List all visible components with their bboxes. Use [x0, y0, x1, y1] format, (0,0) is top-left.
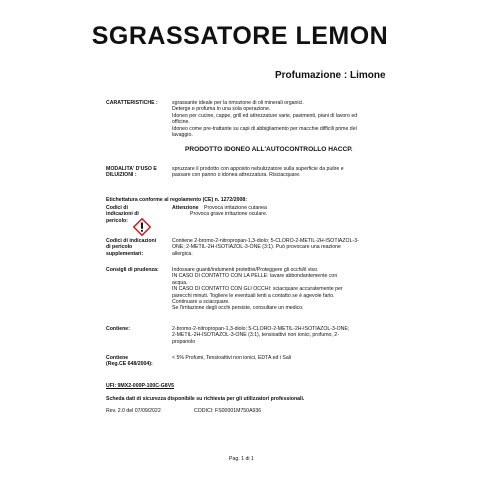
- contiene-reg-label-line: (Reg.CE 648/2004):: [106, 361, 153, 368]
- contiene-reg-label: [106, 355, 153, 368]
- caratteristiche-line: Deterge e profuma in una sola operazione.: [172, 106, 271, 113]
- haccp-note: PRODOTTO IDONEO ALL'AUTOCONTROLLO HACCP.: [185, 146, 353, 153]
- contiene-reg-label-line: Contiene: [106, 355, 129, 361]
- contiene-line: 2-bromo-2-nitropropan-1,3-diolo; 5-CLORO-2-METIL-2H-ISOTIAZOL-3-ONE;: [172, 326, 350, 332]
- modalita-label-line: DILUIZIONI :: [106, 172, 137, 179]
- consigli-text: [172, 267, 472, 312]
- contiene-line: propanolo: [172, 338, 196, 345]
- codici-supplementari-label-line: di pericolo: [106, 244, 133, 251]
- etichettatura-heading: Etichettatura conforme al regolamento (CE) n. 1272/2008:: [106, 197, 247, 203]
- contiene-reg-text: < 5% Profumi, Tensioattivi non ionici, EDTA ed i Sali: [172, 355, 292, 361]
- contiene-label: Contiene:: [106, 326, 130, 332]
- supplementari-line: ONE; 2-METIL-2H-ISOTIAZOL-3-ONE (3:1). Può provocare una reazione: [172, 244, 341, 251]
- consigli-line: Indossare guanti/indumenti protettivi/Proteggere gli occhi/il viso.: [172, 267, 319, 273]
- caratteristiche-line: officine.: [172, 119, 190, 126]
- caratteristiche-line: Idoneo per cucine, cappe, grill ed attrezzature varie, pavimenti, piani di lavoro ed: [172, 112, 358, 119]
- codici-supplementari-label-line: supplementari:: [106, 250, 144, 257]
- hazard-statement: Provoca irritazione cutanea: [204, 205, 267, 211]
- consigli-line: acqua.: [172, 279, 188, 286]
- modalita-text: [172, 166, 472, 179]
- hazard-statement: Provoca grave irritazione oculare.: [190, 211, 268, 218]
- consigli-line: IN CASO DI CONTATTO CON GLI OCCHI: sciacquare accuratemente per: [172, 286, 343, 293]
- caratteristiche-line: sgrassante ideale per la rimozione di oli minerali organici.: [172, 100, 304, 106]
- caratteristiche-label: CARATTERISTICHE :: [106, 100, 158, 106]
- consigli-line: parecchi minuti. Togliere le eventuali lenti a contatto se è agevole farlo.: [172, 292, 335, 299]
- page-number: Pag. 1 di 1: [229, 456, 254, 462]
- fragrance-line: Profumazione : Limone: [275, 70, 386, 81]
- signal-word: Attenzione: [172, 205, 199, 211]
- ufi-code: UFI: 9MX2-000P-100C-G8V5: [106, 383, 175, 389]
- modalita-line: passare con panno o idonea attrezzatura. Risciacquare.: [172, 172, 301, 179]
- scheda-note: Scheda dati di sicurezza disponibile su richiesta per gli utilizzatori professionali.: [106, 396, 305, 402]
- codici-pericolo-label-line: indicazioni di: [106, 211, 139, 218]
- codici-pericolo-label-line: Codici di: [106, 205, 128, 211]
- caratteristiche-line: Idoneo come pre-trattante su capi di abbigliamento per macchie difficili prime del: [172, 125, 357, 132]
- consigli-line: Se l'irritazione degli occhi persiste, consultare un medico.: [172, 305, 304, 312]
- supplementari-line: allergica.: [172, 250, 193, 257]
- consigli-line: Continuare a sciacquare.: [172, 299, 230, 306]
- product-code: CODICI: FS00001M750A936: [194, 408, 262, 414]
- revision: Rev. 2.0 del 07/09/2022: [106, 408, 161, 414]
- codici-pericolo-label-line: pericolo:: [106, 217, 128, 224]
- codici-supplementari-text: [172, 238, 472, 257]
- supplementari-line: Contiene 2-bromo-2-nitropropan-1,3-diolo; 5-CLORO-2-METIL-2H-ISOTIAZOL-3-: [172, 238, 359, 244]
- contiene-line: 2-METIL-2H-ISOTIAZOL-3-ONE (3:1), tensioattivi non ionici, profumo, 2-: [172, 332, 339, 339]
- ghs-exclamation-mark-icon: [133, 218, 151, 236]
- codici-pericolo-text: [190, 205, 470, 218]
- codici-supplementari-label: [106, 238, 156, 257]
- contiene-text: [172, 326, 472, 345]
- caratteristiche-line: lavaggio.: [172, 132, 193, 139]
- codici-supplementari-label-line: Codici di indicazioni: [106, 238, 157, 244]
- modalita-line: spruzzare il prodotto con apposito nebulizzatore sulla superficie da pulire e: [172, 166, 344, 172]
- modalita-label-line: MODALITA' D'USO E: [106, 166, 157, 172]
- document-title: SGRASSATORE LEMON: [91, 22, 389, 50]
- modalita-label: [106, 166, 157, 179]
- caratteristiche-text: [172, 100, 472, 138]
- consigli-label: Consigli di prudenza:: [106, 267, 159, 273]
- consigli-line: IN CASO DI CONTATTO CON LA PELLE: lavare abbondantemente con: [172, 273, 338, 280]
